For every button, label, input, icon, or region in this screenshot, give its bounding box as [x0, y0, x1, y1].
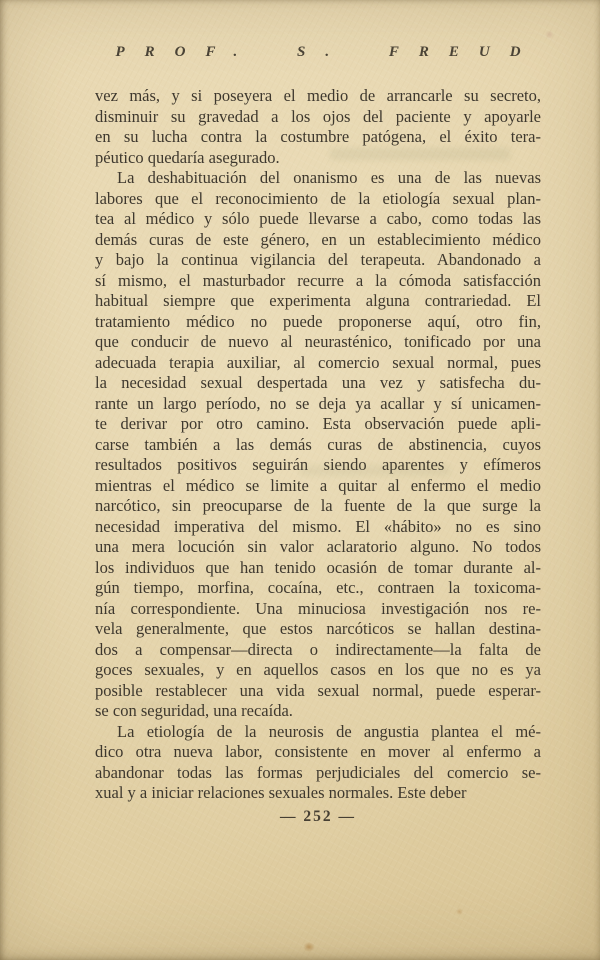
text-line: narcótico, sin preocuparse de la fuente de la que surge la: [95, 496, 541, 515]
text-line: labores que el reconocimiento de la etiología sexual plan-: [95, 188, 541, 208]
paragraph: [95, 722, 541, 804]
text-line: dico otra nueva labor, consistente en mover al enfermo a: [95, 742, 541, 761]
text-line: una mera locución sin valor aclaratorio alguno. No todos: [95, 537, 541, 556]
text-line: te derivar por otro camino. Esta observación puede apli-: [95, 414, 541, 433]
paragraph: [95, 168, 541, 722]
paragraph: [95, 86, 541, 168]
text-line: vela generalmente, que estos narcóticos se hallan destina-: [95, 619, 541, 638]
text-line: necesidad imperativa del mismo. El «hábito» no es sino: [95, 516, 541, 536]
text-line: la necesidad sexual despertada una vez y satisfecha du-: [95, 373, 541, 392]
text-line: vez más, y si poseyera el medio de arrancarle su secreto,: [95, 86, 541, 105]
text-line: posible restablecer una vida sexual normal, puede esperar-: [95, 680, 541, 700]
text-line: rante un largo período, no se deja ya acallar y sí unicamen-: [95, 393, 541, 413]
text-line: mientras el médico se limite a quitar al enfermo el medio: [95, 475, 541, 495]
text-line: La deshabituación del onanismo es una de las nuevas: [117, 168, 541, 187]
text-line: y bajo la continua vigilancia del terapeuta. Abandonado a: [95, 250, 541, 269]
text-line: péutico quedaría asegurado.: [95, 147, 280, 167]
text-line: abandonar todas las formas perjudiciales del comercio se-: [95, 762, 541, 782]
text-line: habitual siempre que experimenta alguna contrariedad. El: [95, 291, 541, 310]
running-head: PROF. S. FREUD: [115, 44, 541, 60]
text-line: adecuada terapia auxiliar, al comercio sexual normal, pues: [95, 352, 541, 372]
text-line: disminuir su gravedad a los ojos del paciente y apoyarle: [95, 106, 541, 126]
paper-stain: [303, 942, 315, 952]
text-line: tratamiento médico no puede proponerse aquí, otro fin,: [95, 311, 541, 331]
text-line: carse también a las demás curas de abstinencia, cuyos: [95, 434, 541, 454]
text-line: sí mismo, el masturbador recurre a la cómoda satisfacción: [95, 270, 541, 290]
text-line: demás curas de este género, en un establecimiento médico: [95, 229, 541, 249]
page-number: — 252 —: [280, 808, 356, 825]
text-line: La etiología de la neurosis de angustia plantea el mé-: [117, 721, 541, 741]
body-text: [95, 86, 541, 804]
text-line: goces sexuales, y en aquellos casos en los que no es ya: [95, 660, 541, 679]
text-line: gún tiempo, morfina, cocaína, etc., contraen la toxicoma-: [95, 578, 541, 597]
text-line: resultados positivos seguirán siendo aparentes y efímeros: [95, 455, 541, 474]
text-line: nía correspondiente. Una minuciosa investigación nos re-: [95, 598, 541, 618]
text-line: dos a compensar—directa o indirectamente—la falta de: [95, 639, 541, 659]
text-line: que conducir de nuevo al neurasténico, tonificado por una: [95, 332, 541, 351]
paper-stain: [545, 30, 554, 39]
text-line: se con seguridad, una recaída.: [95, 701, 293, 720]
text-line: los individuos que han tenido ocasión de tomar durante al-: [95, 557, 541, 577]
paper-stain: [456, 908, 463, 915]
text-line: en su lucha contra la costumbre patógena, el éxito tera-: [95, 127, 541, 146]
text-line: tea al médico y sólo puede llevarse a cabo, como todas las: [95, 209, 541, 228]
text-line: xual y a iniciar relaciones sexuales normales. Este deber: [95, 783, 467, 802]
